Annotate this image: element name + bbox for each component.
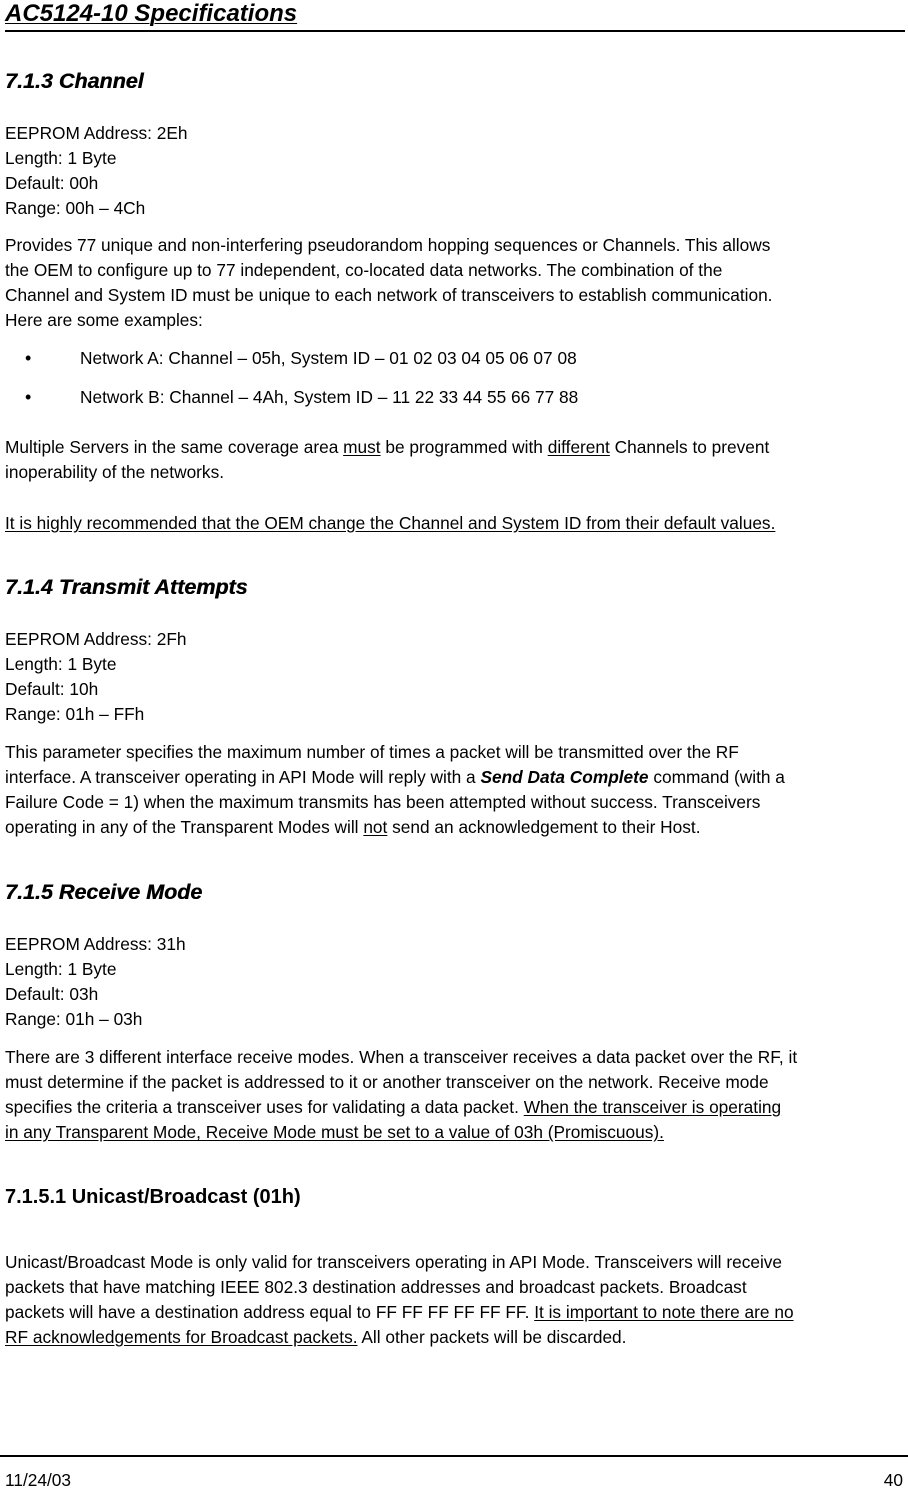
text-run: specifies the criteria a transceiver uses for validating a data packet. xyxy=(5,1097,524,1117)
paragraph-line: the OEM to configure up to 77 independent, co-located data networks. The combination of the xyxy=(5,260,723,280)
paragraph-line: Unicast/Broadcast Mode is only valid for transceivers operating in API Mode. Transceivers will receive xyxy=(5,1252,783,1272)
paragraph-line: Provides 77 unique and non-interfering pseudorandom hopping sequences or Channels. This allows xyxy=(5,235,771,255)
bullet-text: Network A: Channel – 05h, System ID – 01 02 03 04 05 06 07 08 xyxy=(80,348,577,368)
command-name: Send Data Complete xyxy=(480,767,649,787)
receive-range: Range: 01h – 03h xyxy=(5,1009,143,1029)
receive-default: Default: 03h xyxy=(5,984,99,1004)
paragraph-line xyxy=(5,815,907,840)
paragraph-line: must determine if the packet is addressed to it or another transceiver on the network. Receive mode xyxy=(5,1072,769,1092)
transmit-length: Length: 1 Byte xyxy=(5,654,117,674)
text-run: Channels to prevent xyxy=(609,437,770,457)
channel-eeprom-address: EEPROM Address: 2Eh xyxy=(5,123,188,143)
channel-recommendation xyxy=(5,511,907,536)
section-heading-unicast-broadcast: 7.1.5.1 Unicast/Broadcast (01h) xyxy=(5,1186,301,1208)
channel-length: Length: 1 Byte xyxy=(5,148,117,168)
transmit-default: Default: 10h xyxy=(5,679,99,699)
page-number: 40 xyxy=(883,1470,903,1490)
paragraph-line xyxy=(5,1300,907,1325)
paragraph-line: packets that have matching IEEE 802.3 destination addresses and broadcast packets. Broadcast xyxy=(5,1277,747,1297)
section-heading-channel: 7.1.3 Channel xyxy=(5,69,144,93)
section-heading-receive-mode: 7.1.5 Receive Mode xyxy=(5,880,203,904)
text-run: All other packets will be discarded. xyxy=(357,1327,627,1347)
channel-multiple-servers-note xyxy=(5,435,907,485)
footer-date: 11/24/03 xyxy=(5,1470,71,1490)
document-title: AC5124-10 Specifications xyxy=(5,0,298,27)
receive-eeprom-address: EEPROM Address: 31h xyxy=(5,934,186,954)
paragraph-line xyxy=(5,1325,907,1350)
transmit-description xyxy=(5,740,907,840)
paragraph-line: Failure Code = 1) when the maximum transmits has been attempted without success. Transceivers xyxy=(5,792,761,812)
emphasis-text: RF acknowledgements for Broadcast packets. xyxy=(5,1327,358,1347)
paragraph-line: Channel and System ID must be unique to each network of transceivers to establish communication. xyxy=(5,285,773,305)
text-run: interface. A transceiver operating in API Mode will reply with a xyxy=(5,767,481,787)
bullet-icon: • xyxy=(25,348,32,368)
emphasis-text: It is important to note there are no xyxy=(534,1302,794,1322)
text-run: command (with a xyxy=(648,767,785,787)
page-header xyxy=(5,0,905,32)
receive-length: Length: 1 Byte xyxy=(5,959,117,979)
channel-description xyxy=(5,233,907,333)
receive-spec-list xyxy=(5,932,905,1032)
text-run: Multiple Servers in the same coverage area xyxy=(5,437,344,457)
bullet-text: Network B: Channel – 4Ah, System ID – 11 22 33 44 55 66 77 88 xyxy=(80,387,579,407)
channel-range: Range: 00h – 4Ch xyxy=(5,198,146,218)
emphasis-different: different xyxy=(547,437,610,457)
text-run: send an acknowledgement to their Host. xyxy=(387,817,701,837)
channel-spec-list xyxy=(5,121,905,221)
paragraph-line xyxy=(5,1095,907,1120)
channel-default: Default: 00h xyxy=(5,173,99,193)
page-footer-rule xyxy=(0,1455,908,1457)
unicast-description xyxy=(5,1250,907,1350)
emphasis-must: must xyxy=(343,437,381,457)
emphasis-text: When the transceiver is operating xyxy=(523,1097,782,1117)
paragraph-line: There are 3 different interface receive modes. When a transceiver receives a data packet over the RF, it xyxy=(5,1047,798,1067)
recommendation-text: It is highly recommended that the OEM change the Channel and System ID from their default values. xyxy=(5,513,776,533)
transmit-range: Range: 01h – FFh xyxy=(5,704,145,724)
paragraph-line: Here are some examples: xyxy=(5,310,203,330)
transmit-eeprom-address: EEPROM Address: 2Fh xyxy=(5,629,187,649)
text-run: be programmed with xyxy=(380,437,548,457)
paragraph-line xyxy=(5,765,907,790)
paragraph-line: in any Transparent Mode, Receive Mode must be set to a value of 03h (Promiscuous). xyxy=(5,1122,664,1142)
paragraph-line xyxy=(5,435,907,460)
receive-description xyxy=(5,1045,907,1145)
transmit-spec-list xyxy=(5,627,905,727)
text-run: packets will have a destination address equal to FF FF FF FF FF FF. xyxy=(5,1302,535,1322)
section-heading-transmit-attempts: 7.1.4 Transmit Attempts xyxy=(5,575,248,599)
text-run: operating in any of the Transparent Modes will xyxy=(5,817,364,837)
bullet-icon: • xyxy=(25,387,32,407)
emphasis-not: not xyxy=(363,817,388,837)
paragraph-line: inoperability of the networks. xyxy=(5,462,225,482)
paragraph-line: This parameter specifies the maximum number of times a packet will be transmitted over the RF xyxy=(5,742,739,762)
